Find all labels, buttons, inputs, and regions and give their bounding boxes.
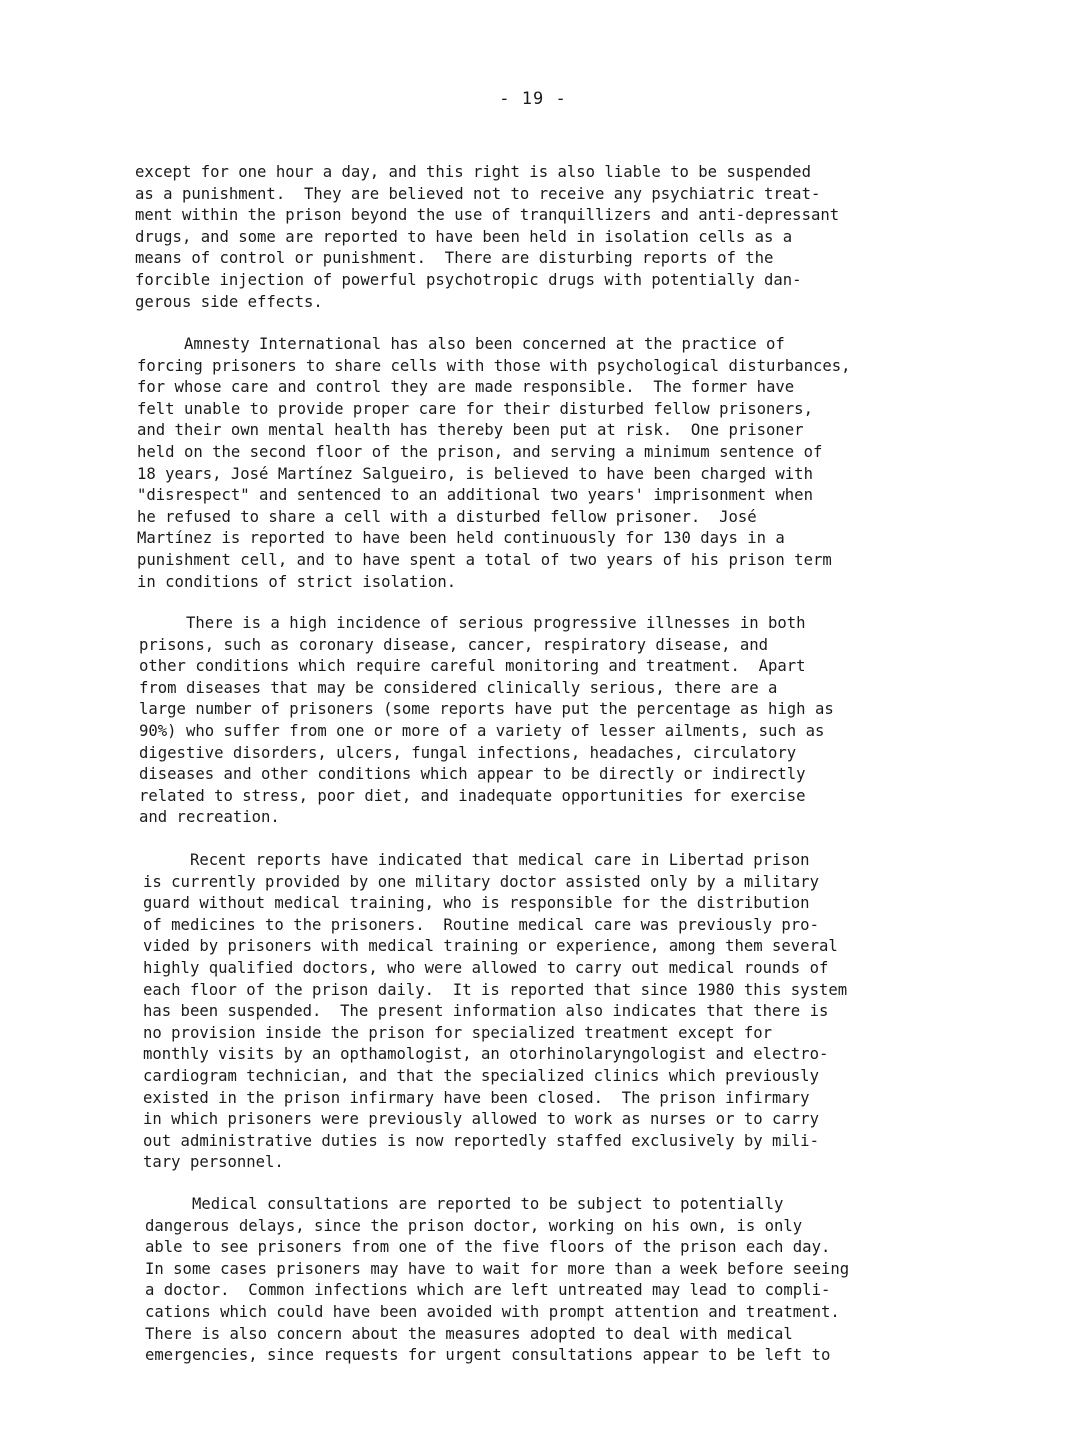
text-line: of medicines to the prisoners. Routine medical care was previously pro- <box>143 915 819 934</box>
text-line: prisons, such as coronary disease, cancer, respiratory disease, and <box>139 635 769 654</box>
text-line: drugs, and some are reported to have been held in isolation cells as a <box>135 227 793 246</box>
text-line: a doctor. Common infections which are left untreated may lead to compli- <box>145 1281 831 1300</box>
text-line: 18 years, José Martínez Salgueiro, is believed to have been charged with <box>137 464 813 483</box>
text-line: Amnesty International has also been concerned at the practice of <box>137 335 785 353</box>
text-line: out administrative duties is now reportedly staffed exclusively by mili- <box>143 1131 819 1150</box>
text-line: each floor of the prison daily. It is reported that since 1980 this system <box>143 980 848 999</box>
text-line: highly qualified doctors, who were allowed to carry out medical rounds of <box>143 958 829 977</box>
text-line: Recent reports have indicated that medical care in Libertad prison <box>143 851 810 869</box>
text-line: Martínez is reported to have been held continuously for 130 days in a <box>137 529 785 548</box>
text-line: cations which could have been avoided with prompt attention and treatment. <box>145 1302 840 1321</box>
text-line: and recreation. <box>139 808 280 827</box>
text-line: in which prisoners were previously allowed to work as nurses or to carry <box>143 1110 819 1129</box>
text-line: There is also concern about the measures adopted to deal with medical <box>145 1324 793 1343</box>
text-line: forcible injection of powerful psychotropic drugs with potentially dan- <box>135 270 802 289</box>
text-line: ment within the prison beyond the use of tranquillizers and anti-depressant <box>135 206 840 225</box>
text-line: forcing prisoners to share cells with those with psychological disturbances, <box>137 356 851 375</box>
text-line: has been suspended. The present information also indicates that there is <box>143 1002 829 1021</box>
text-line: gerous side effects. <box>135 292 323 311</box>
text-line: cardiogram technician, and that the specialized clinics which previously <box>143 1066 819 1085</box>
text-line: means of control or punishment. There are disturbing reports of the <box>135 249 774 268</box>
page-number: - 19 - <box>499 89 567 109</box>
text-line: from diseases that may be considered clinically serious, there are a <box>139 678 778 697</box>
text-line: for whose care and control they are made responsible. The former have <box>137 378 795 397</box>
text-line: related to stress, poor diet, and inadequate opportunities for exercise <box>139 786 806 805</box>
text-line: dangerous delays, since the prison doctor, working on his own, is only <box>145 1216 803 1235</box>
text-line: emergencies, since requests for urgent consultations appear to be left to <box>145 1346 831 1365</box>
text-line: punishment cell, and to have spent a total of two years of his prison term <box>137 550 832 569</box>
text-line: diseases and other conditions which appear to be directly or indirectly <box>139 765 806 784</box>
text-line: existed in the prison infirmary have been closed. The prison infirmary <box>143 1088 810 1107</box>
text-line: There is a high incidence of serious progressive illnesses in both <box>139 614 806 632</box>
text-line: tary personnel. <box>143 1153 284 1172</box>
text-line: no provision inside the prison for specialized treatment except for <box>143 1023 773 1042</box>
text-line: Medical consultations are reported to be subject to potentially <box>145 1195 784 1213</box>
text-line: In some cases prisoners may have to wait for more than a week before seeing <box>145 1259 850 1278</box>
text-line: and their own mental health has thereby been put at risk. One prisoner <box>137 421 804 440</box>
text-line: 90%) who suffer from one or more of a variety of lesser ailments, such as <box>139 721 825 740</box>
text-line: other conditions which require careful monitoring and treatment. Apart <box>139 657 806 676</box>
text-line: held on the second floor of the prison, and serving a minimum sentence of <box>137 442 823 461</box>
paragraph-4 <box>143 850 847 1174</box>
text-line: except for one hour a day, and this right is also liable to be suspended <box>135 163 811 181</box>
text-line: digestive disorders, ulcers, fungal infections, headaches, circulatory <box>139 743 797 762</box>
paragraph-5 <box>145 1194 849 1367</box>
text-line: monthly visits by an opthamologist, an otorhinolaryngologist and electro- <box>143 1045 829 1064</box>
text-line: vided by prisoners with medical training or experience, among them several <box>143 937 838 956</box>
paragraph-1 <box>135 162 839 313</box>
text-line: guard without medical training, who is responsible for the distribution <box>143 894 810 913</box>
text-line: is currently provided by one military doctor assisted only by a military <box>143 872 819 891</box>
text-line: felt unable to provide proper care for their disturbed fellow prisoners, <box>137 399 813 418</box>
text-line: he refused to share a cell with a disturbed fellow prisoner. José <box>137 507 757 526</box>
text-line: large number of prisoners (some reports have put the percentage as high as <box>139 700 834 719</box>
text-line: "disrespect" and sentenced to an additional two years' imprisonment when <box>137 486 813 505</box>
text-line: in conditions of strict isolation. <box>137 572 457 591</box>
text-line: able to see prisoners from one of the five floors of the prison each day. <box>145 1238 831 1257</box>
paragraph-2 <box>137 334 851 593</box>
text-line: as a punishment. They are believed not to receive any psychiatric treat- <box>135 184 821 203</box>
paragraph-3 <box>139 613 834 829</box>
